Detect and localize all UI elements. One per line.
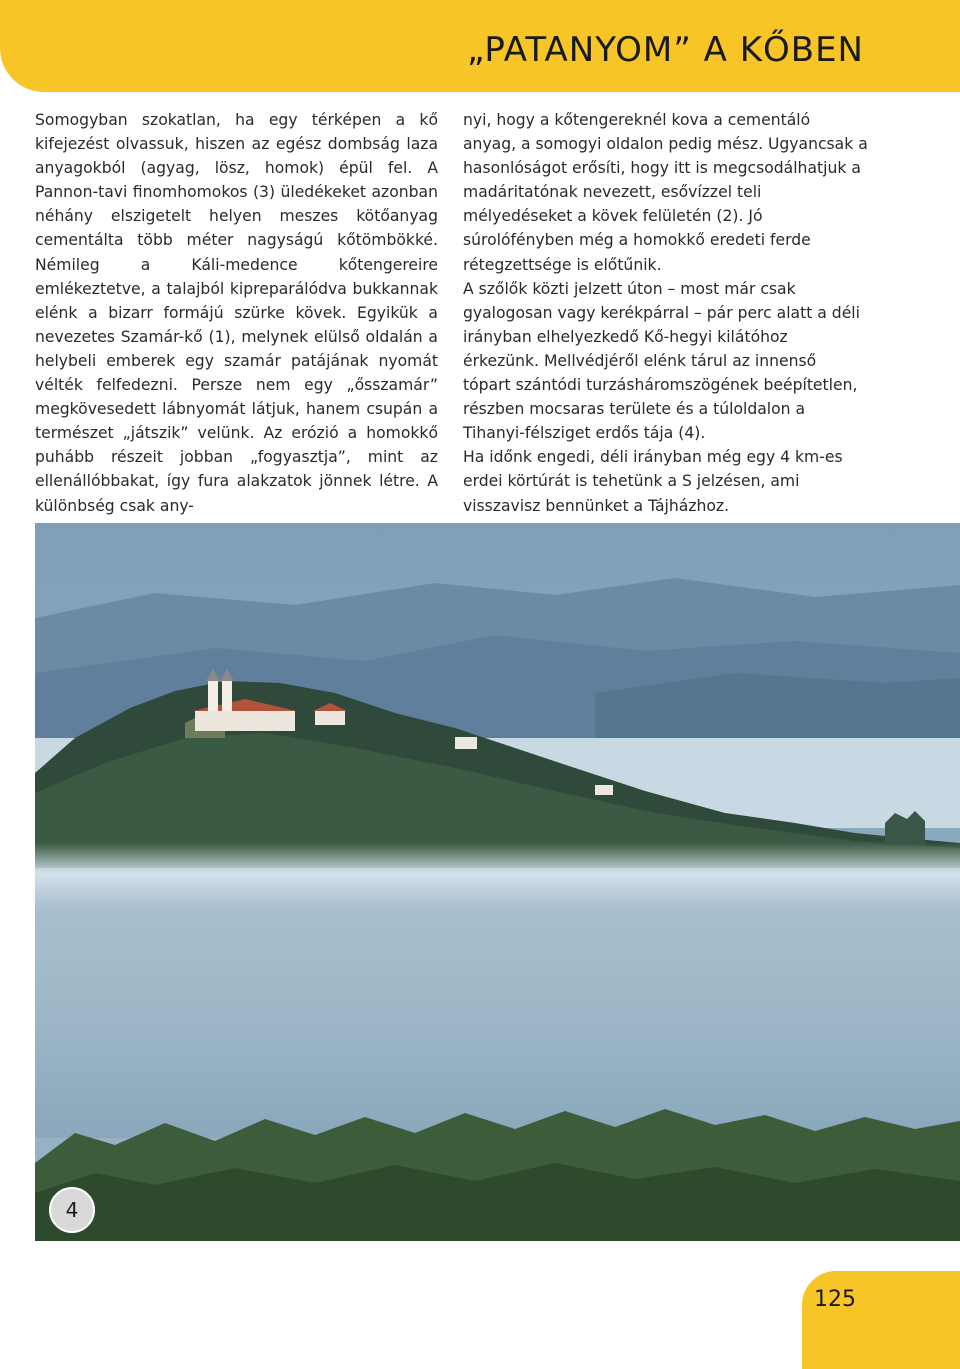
page-number: 125 [814, 1287, 856, 1312]
page-title: „PATANYOM” A KŐBEN [467, 30, 864, 70]
text-column-right [463, 108, 868, 518]
page-number-box [802, 1271, 960, 1369]
paragraph: Ha időnk engedi, déli irányban még egy 4 km-es erdei körtúrát is tehetünk a S jelzésen, ami visszavisz bennünket a Tájházhoz. [463, 448, 843, 515]
paragraph: A szőlők közti jelzett úton – most már csak gyalogosan vagy kerékpárral – pár perc alatt a déli irányban elhelyezkedő Kő-hegyi kilátóhoz érkezünk. Mellvédjéről elénk tárul az innenső tópart szántódi turzásháromszögének beépítetlen, részben mocsaras területe és a túloldalon a Tihanyi-félsziget erdős tája (4). [463, 279, 860, 443]
text-column-left [35, 108, 438, 518]
photo-number-badge: 4 [49, 1187, 95, 1233]
paragraph: nyi, hogy a kőtengereknél kova a cementáló anyag, a somogyi oldalon pedig mész. Ugyancsak a hasonlóságot erősíti, hogy itt is megcsodálhatjuk a madáritatónak nevezett, esővízzel teli mélyedéseket a kövek felületén (2). Jó súrolófényben még a homokkő eredeti ferde rétegzettsége is előtűnik. [463, 111, 868, 274]
paragraph: Somogyban szokatlan, ha egy térképen a kő kifejezést olvassuk, hiszen az egész dombság laza anyagokból (agyag, lösz, homok) épül fel. A Pannon-tavi finomhomokos (3) üledékeket azonban néhány elszigetelt helyen meszes kötőanyag cementálta több méter nagyságú kőtömbökké. Némileg a Káli-medence kőtengereire emlékeztetve, a talajból kipreparálódva bukkannak elénk a bizarr formájú szürke kövek. Egyikük a nevezetes Szamár-kő (1), melynek elülső oldalán a helybeli emberek egy szamár patájának nyomát vélték felfedezni. Persze nem egy „ősszamár” megkövesedett lábnyomát látjuk, hanem csupán a természet „játszik” velünk. Az erózió a homokkő puhább részeit jobban „fogyasztja”, mint az ellenállóbbakat, így fura alakzatok jönnek létre. A különbség csak any- [35, 111, 438, 515]
landscape-photo [35, 523, 960, 1241]
